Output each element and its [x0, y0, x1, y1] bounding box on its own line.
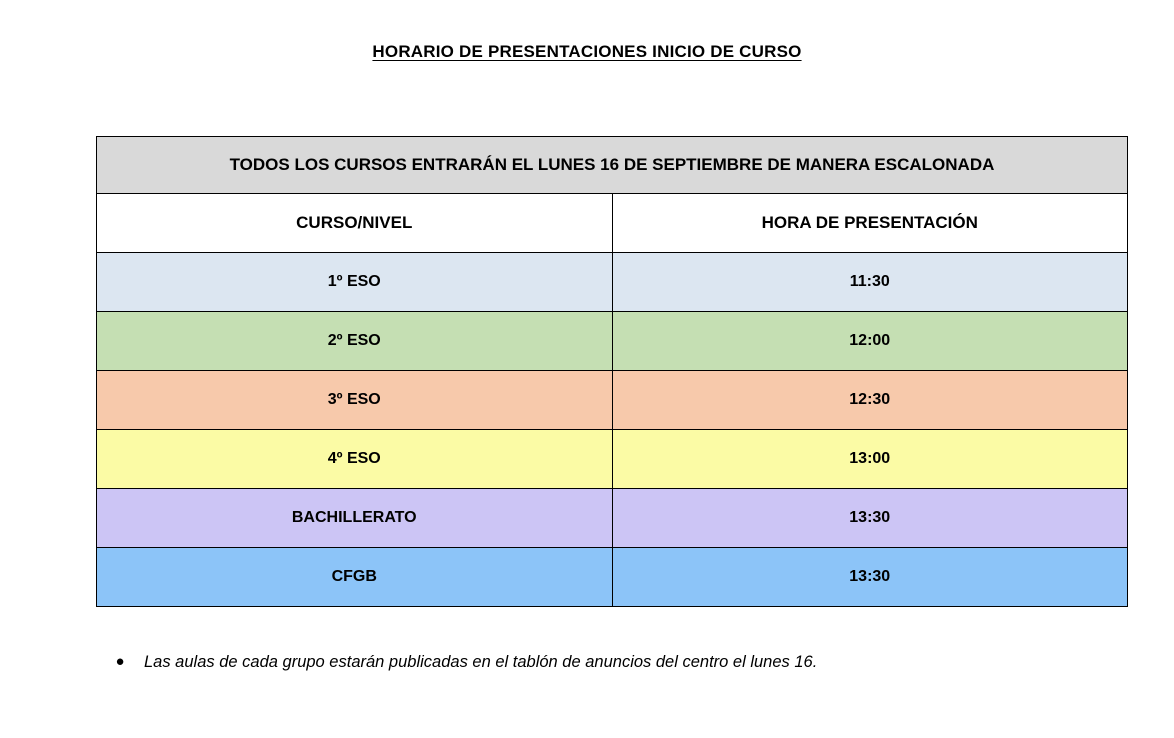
cell-time: 13:30	[612, 548, 1128, 607]
cell-course: 2º ESO	[97, 312, 613, 371]
table-banner-row	[97, 137, 1128, 194]
cell-time: 12:00	[612, 312, 1128, 371]
table-row	[97, 430, 1128, 489]
column-header-time: HORA DE PRESENTACIÓN	[612, 194, 1128, 253]
cell-course: CFGB	[97, 548, 613, 607]
table-header-row	[97, 194, 1128, 253]
note-item	[96, 652, 1128, 673]
cell-time: 11:30	[612, 253, 1128, 312]
table-row	[97, 548, 1128, 607]
cell-course: BACHILLERATO	[97, 489, 613, 548]
cell-course: 4º ESO	[97, 430, 613, 489]
table-row	[97, 312, 1128, 371]
note-text: Las aulas de cada grupo estarán publicadas en el tablón de anuncios del centro el lunes 16.	[144, 653, 818, 671]
cell-course: 1º ESO	[97, 253, 613, 312]
bullet-icon: ●	[115, 653, 125, 670]
table-row	[97, 489, 1128, 548]
page-title	[0, 42, 1174, 62]
column-header-course: CURSO/NIVEL	[97, 194, 613, 253]
cell-time: 12:30	[612, 371, 1128, 430]
table-row	[97, 253, 1128, 312]
table-row	[97, 371, 1128, 430]
table-banner-cell: TODOS LOS CURSOS ENTRARÁN EL LUNES 16 DE SEPTIEMBRE DE MANERA ESCALONADA	[97, 137, 1128, 194]
cell-time: 13:00	[612, 430, 1128, 489]
cell-course: 3º ESO	[97, 371, 613, 430]
cell-time: 13:30	[612, 489, 1128, 548]
schedule-table	[96, 136, 1128, 607]
page-title-text: HORARIO DE PRESENTACIONES INICIO DE CURSO	[372, 42, 802, 61]
